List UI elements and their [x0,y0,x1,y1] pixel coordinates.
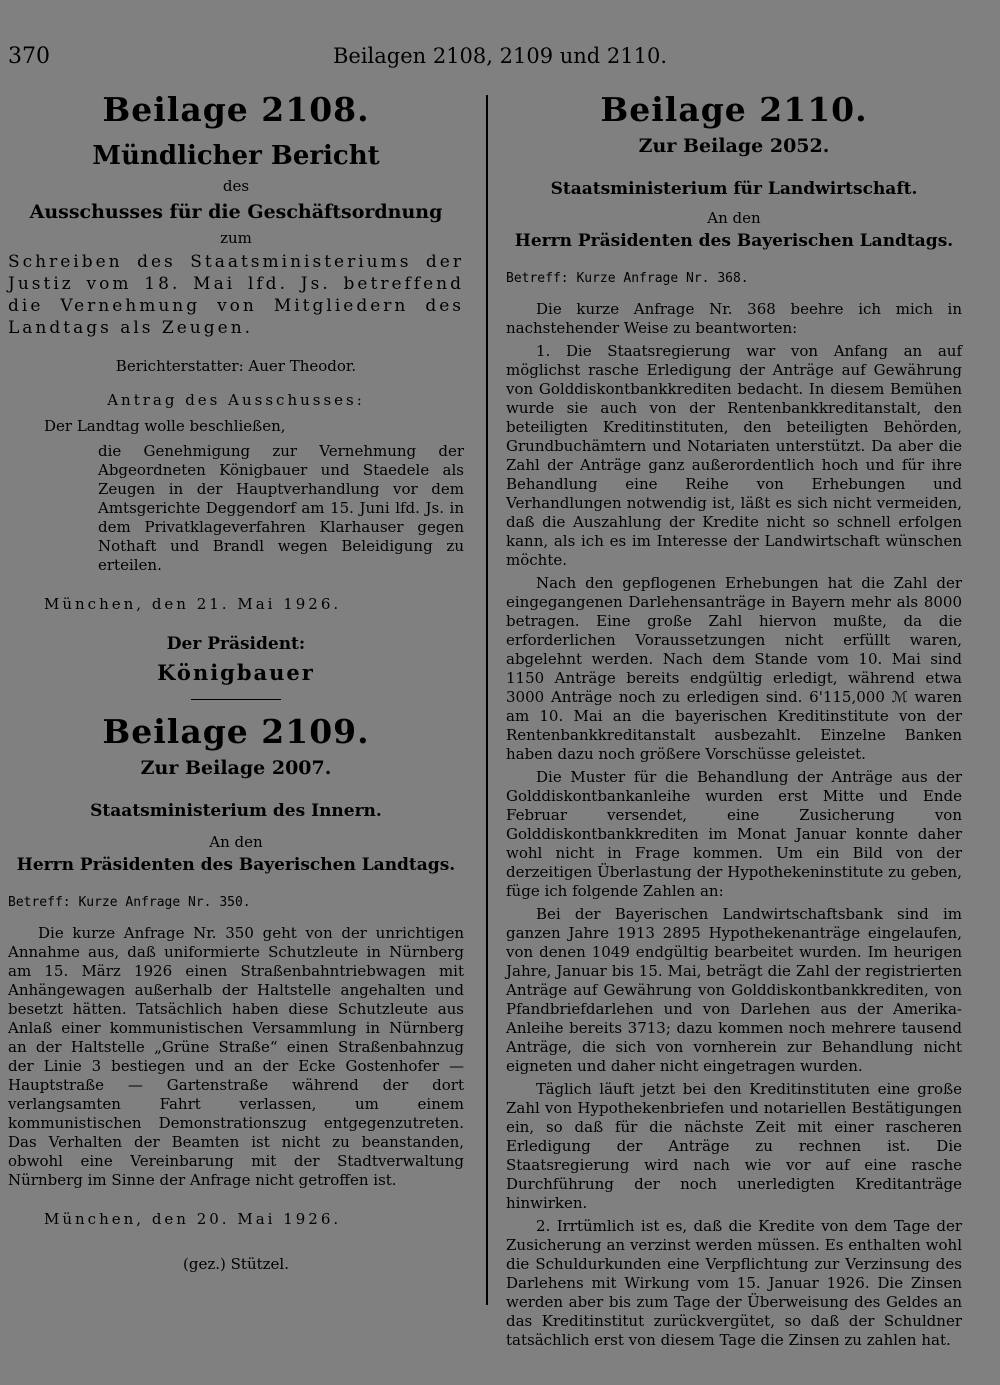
paragraph: Täglich läuft jetzt bei den Kreditinstituten eine große Zahl von Hypothekenbriefen und notariellen Bestätigungen ein, so daß für die nächste Zeit mit einer rascheren Erledigung der Anträge zu rechnen ist. Die Staatsregierung wird nach wie vor auf eine rasche Durchführung der noch unerledigten Kreditanträge hinwirken. [506,1080,962,1212]
committee-name: Ausschusses für die Geschäftsordnung [29,201,443,223]
an-den-2110: An den [707,209,761,227]
beilage-2108-title: Beilage 2108. [102,90,370,129]
page-number: 370 [8,44,50,69]
reporter: Berichterstatter: Auer Theodor. [115,357,357,375]
date-2108: München, den 21. Mai 1926. [44,595,342,613]
report-subtitle: Mündlicher Bericht [92,141,380,171]
ministry-2110: Staatsministerium für Landwirtschaft. [550,179,918,199]
reference-2109: Zur Beilage 2007. [140,757,332,779]
recipient-2110: Herrn Präsidenten des Bayerischen Landtags. [514,231,954,251]
recipient-2109: Herrn Präsidenten des Bayerischen Landtags. [16,855,456,875]
zum-label: zum [220,229,252,247]
paragraph: Die Muster für die Behandlung der Anträge aus der Golddiskontbankanleihe wurden erst Mitte und Ende Februar versendet, eine Zusicherung von Golddiskontbankkrediten im Monat Januar konnte daher wohl nicht in Frage kommen. Um ein Bild von der derzeitigen Überlastung der Hypothekeninstitute zu geben, füge ich folgende Zahlen an: [506,768,962,900]
report-subject: Schreiben des Staatsministeriums der Justiz vom 18. Mai lfd. Js. betreffend die Vernehmung von Mitgliedern des Landtags als Zeugen. [8,252,464,338]
des-label: des [222,177,250,195]
section-separator [191,699,281,700]
paragraph: 2. Irrtümlich ist es, daß die Kredite von dem Tage der Zusicherung an verzinst werden müssen. Es enthalten wohl die Schuldurkunden eine Verpflichtung zur Verzinsung des Darlehens mit Wirkung vom 15. Januar 1926. Die Zinsen werden aber bis zum Tage der Überweisung des Geldes an das Kreditinstitut zurückvergütet, so daß der Schuldner tatsächlich erst von diesem Tage die Zinsen zu zahlen hat. [506,1217,962,1349]
body-2109: Die kurze Anfrage Nr. 350 geht von der unrichtigen Annahme aus, daß uniformierte Schutzleute in Nürnberg am 15. März 1926 einen Straßenbahntriebwagen mit Anhängewagen außerhalb der Haltstelle angehalten und besetzt hätten. Tatsächlich haben diese Schutzleute aus Anlaß einer kommunistischen Versammlung in Nürnberg an der Haltstelle „Grüne Straße“ einen Straßenbahnzug der Linie 3 bestiegen und an der Ecke Gostenhofer — Hauptstraße — Gartenstraße während der dort verlangsamten Fahrt verlassen, um einem kommunistischen Demonstrationszug entgegenzutreten. Das Verhalten der Beamten ist nicht zu beanstanden, obwohl eine Vereinbarung mit der Stadtverwaltung Nürnberg im Sinne der Anfrage nicht getroffen ist. [8,924,464,1189]
paragraph: Bei der Bayerischen Landwirtschaftsbank sind im ganzen Jahre 1913 2895 Hypothekenanträge eingelaufen, von denen 1049 endgültig bearbeitet wurden. Im heurigen Jahre, Januar bis 15. Mai, beträgt die Zahl der registrierten Anträge auf Gewährung von Golddiskontbankkrediten, von Pfandbriefdarlehen und von Darlehen aus der Amerika-Anleihe bereits 3713; dazu kommen noch mehrere tausend Anträge, die sich von vornherein zur Behandlung nicht eigneten und daher nicht eingetragen wurden. [506,905,962,1075]
paragraph: Die kurze Anfrage Nr. 368 beehre ich mich in nachstehender Weise zu beantworten: [506,300,962,337]
column-divider [486,95,488,1305]
paragraph: 1. Die Staatsregierung war von Anfang an auf möglichst rasche Erledigung der Anträge auf Gewährung von Golddiskontbankkrediten bedacht. In diesem Bemühen wurde sie auch von der Rentenbankkreditanstalt, den beteiligten Kreditinstituten, den beteiligten Behörden, Grundbuchämtern und Notariaten unterstützt. Da aber die Zahl der Anträge ganz außerordentlich hoch und für ihre Behandlung eine Reihe von Erhebungen und Verhandlungen notwendig ist, läßt es sich nicht vermeiden, daß die Auszahlung der Kredite nicht so schnell erfolgen kann, als ich es im Interesse der Landwirtschaft wünschen möchte. [506,342,962,569]
left-column [8,90,464,1273]
beilage-2109-title: Beilage 2109. [102,712,370,751]
beilage-2110-title: Beilage 2110. [600,90,868,129]
right-column [506,90,962,1350]
signature-name: Königbauer [157,660,315,685]
motion-intro: Der Landtag wolle beschließen, [44,417,286,435]
paragraph: Nach den gepflogenen Erhebungen hat die Zahl der eingegangenen Darlehensanträge in Bayern mehr als 8000 betragen. Eine große Zahl hiervon mußte, da die erforderlichen Voraussetzungen nicht erfüllt waren, abgelehnt werden. Nach dem Stande vom 10. Mai sind 1150 Anträge bereits endgültig erledigt, während etwa 3000 Anträge noch zu erledigen sind. 6'115,000 ℳ waren am 10. Mai an die bayerischen Kreditinstitute von der Rentenbankkreditanstalt ausbezahlt. Einzelne Banken haben dazu noch größere Vorschüsse geleistet. [506,574,962,763]
motion-text: die Genehmigung zur Vernehmung der Abgeordneten Königbauer und Staedele als Zeugen in der Hauptverhandlung vor dem Amtsgerichte Deggendorf am 15. Juni lfd. Js. in dem Privatklageverfahren Klarhauser gegen Nothaft und Brandl wegen Beleidigung zu erteilen. [98,442,464,574]
date-2109: München, den 20. Mai 1926. [44,1210,342,1228]
betreff-2110: Betreff: Kurze Anfrage Nr. 368. [506,271,749,286]
ministry-2109: Staatsministerium des Innern. [90,801,382,821]
running-title: Beilagen 2108, 2109 und 2110. [332,44,668,68]
an-den-2109: An den [209,833,263,851]
betreff-2109: Betreff: Kurze Anfrage Nr. 350. [8,895,251,910]
signature-2109: (gez.) Stützel. [183,1255,289,1273]
reference-2110: Zur Beilage 2052. [638,135,830,157]
signature-title: Der Präsident: [166,634,306,654]
motion-heading: Antrag des Ausschusses: [107,391,365,409]
